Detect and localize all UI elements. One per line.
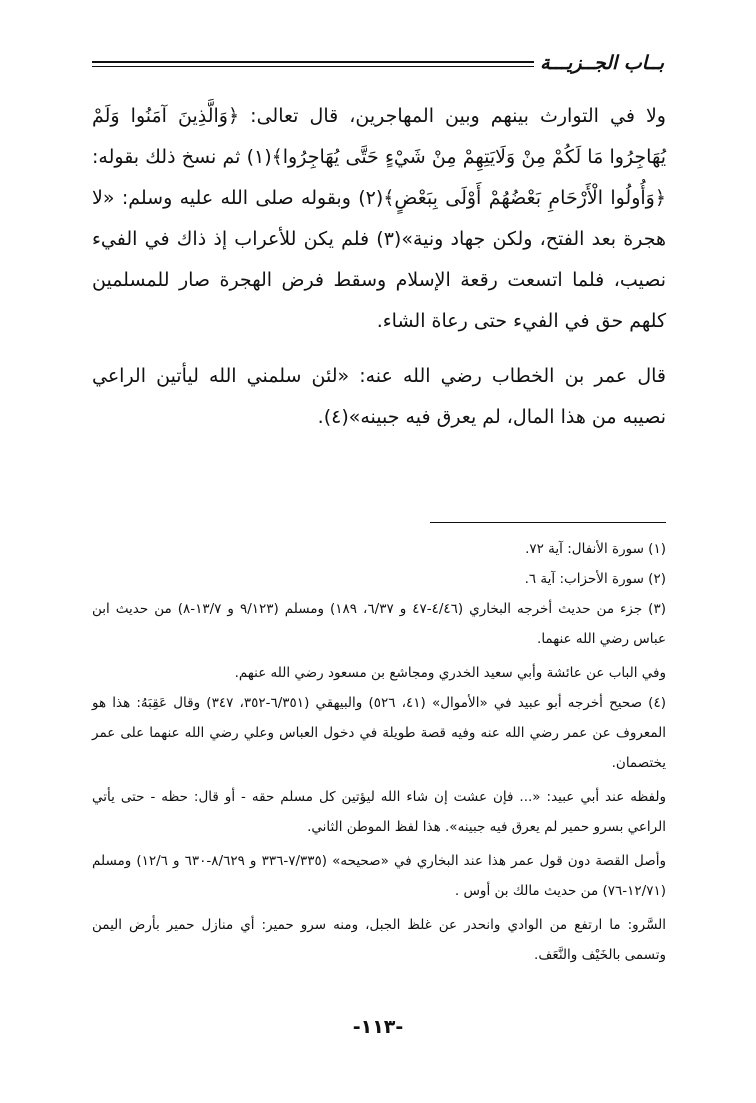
body-paragraph-2: قال عمر بن الخطاب رضي الله عنه: «لئن سلمني الله ليأتين الراعي نصيبه من هذا المال، لم يعرق فيه جبينه»(٤). bbox=[92, 365, 666, 428]
footnotes bbox=[92, 534, 666, 970]
running-header bbox=[92, 48, 664, 78]
page-number: -١١٣- bbox=[352, 1016, 404, 1038]
chapter-title: بــاب الجــزيـــة bbox=[540, 52, 664, 74]
footnote-separator bbox=[430, 522, 666, 523]
footnote-4-source: وأصل القصة دون قول عمر هذا عند البخاري في «صحيحه» (٧/٣٣٥-٣٣٦ و ٨/٦٢٩-٦٣٠ و ١٢/٦) ومسلم (١٢/٧١-٧٦) من حديث مالك بن أوس . bbox=[92, 853, 667, 899]
footnote-2: (٢) سورة الأحزاب: آية ٦. bbox=[524, 571, 666, 587]
main-text bbox=[92, 96, 666, 438]
body-paragraph-1: ولا في التوارث بينهم وبين المهاجرين، قال تعالى: ﴿وَالَّذِينَ آمَنُوا وَلَمْ يُهَاجِرُوا مَا لَكُمْ مِنْ وَلَايَتِهِمْ مِنْ شَيْءٍ حَتَّى يُهَاجِرُوا﴾(١) ثم نسخ ذلك بقوله: ﴿وَأُولُوا الْأَرْحَامِ بَعْضُهُمْ أَوْلَى بِبَعْضٍ﴾(٢) وبقوله صلى الله عليه وسلم: «لا هجرة بعد الفتح، ولكن جهاد ونية»(٣) فلم يكن للأعراب إذ ذاك في الفيء نصيب، فلما اتسعت رقعة الإسلام وسقط فرض الهجرة صار للمسلمين كلهم حق في الفيء حتى رعاة الشاء. bbox=[92, 105, 666, 332]
footnote-4-gloss: السَّرو: ما ارتفع من الوادي وانحدر عن غلظ الجبل، ومنه سرو حمير: أي منازل حمير بأرض اليمن وتسمى بالخَيْف والنَّعَف. bbox=[92, 917, 666, 963]
header-rule-thin bbox=[92, 66, 534, 67]
footnote-3-note: وفي الباب عن عائشة وأبي سعيد الخدري ومجاشع بن مسعود رضي الله عنهم. bbox=[234, 665, 666, 681]
footnote-4: (٤) صحيح أخرجه أبو عبيد في «الأموال» (٤١، ٥٢٦) والبيهقي (٦/٣٥١-٣٥٢، ٣٤٧) وقال عَقِبَهُ: هذا هو المعروف عن عمر رضي الله عنه وفيه قصة طويلة في دخول العباس وعلي رضي الله عنهما على عمر يختصمان. bbox=[92, 695, 666, 771]
footnote-1: (١) سورة الأنفال: آية ٧٢. bbox=[525, 541, 666, 557]
header-rule bbox=[92, 61, 534, 63]
footnote-4-wording: ولفظه عند أبي عبيد: «... فإن عشت إن شاء الله ليؤتين كل مسلم حقه - أو قال: حظه - حتى يأتي الراعي بسرو حمير لم يعرق فيه جبينه». هذا لفظ الموطن الثاني. bbox=[92, 789, 666, 835]
footnote-3: (٣) جزء من حديث أخرجه البخاري (٤/٤٦-٤٧ و ٦/٣٧، ١٨٩) ومسلم (٩/١٢٣ و ١٣/٧-٨) من حديث ابن عباس رضي الله عنهما. bbox=[92, 601, 666, 647]
